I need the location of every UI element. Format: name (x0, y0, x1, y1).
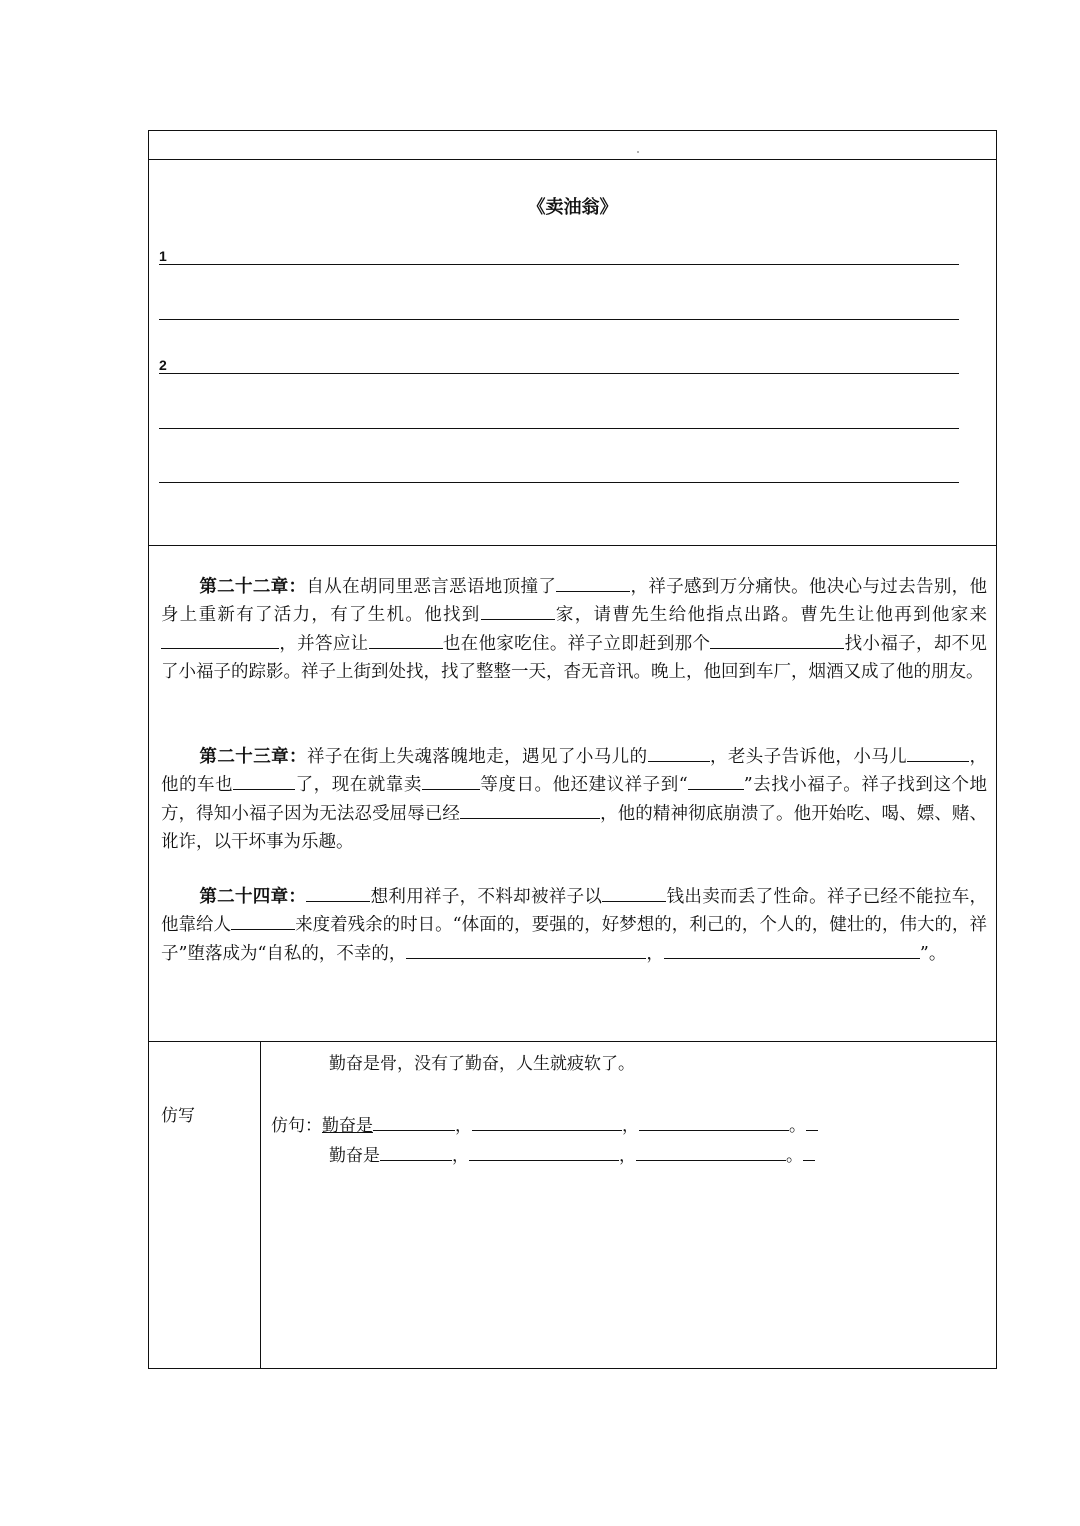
fill-blank[interactable] (460, 800, 600, 819)
fill-blank[interactable] (231, 911, 295, 930)
comma-underline (445, 1112, 455, 1131)
fill-blank[interactable] (161, 630, 279, 649)
fill-blank[interactable] (306, 883, 370, 902)
period-underline (806, 1112, 818, 1131)
fill-blank[interactable] (556, 573, 630, 592)
imitation-prompt: 仿句： (271, 1116, 322, 1136)
worksheet-table (148, 130, 997, 1369)
fill-blank[interactable] (710, 630, 844, 649)
imitation-row-1: 仿句：勤奋是 ， ， 。 (271, 1111, 818, 1136)
chapter-23-paragraph: 第二十三章：祥子在街上失魂落魄地走，遇见了小马儿的 ，老头子告诉他，小马儿 ，他的车也 了，现在就靠卖 等度日。他还建议祥子到“ ”去找小福子。祥子找到这个地方，得知小福子因为无法忍受屈辱已经 ，他的精神彻底崩溃了。他开始吃、喝、嫖、赌、讹诈，以干坏事为乐趣。 (161, 743, 987, 856)
fill-blank[interactable] (406, 940, 646, 959)
fill-blank[interactable] (469, 1142, 619, 1161)
fill-blank[interactable] (369, 630, 443, 649)
fill-blank[interactable] (639, 1112, 789, 1131)
fill-blank[interactable] (907, 743, 969, 762)
imitation-label: 仿写 (161, 1106, 195, 1126)
fill-blank[interactable] (602, 883, 666, 902)
imitation-row-2: 勤奋是 ， ， 。 (329, 1141, 815, 1166)
answer-line-1b[interactable] (159, 299, 959, 320)
row-divider-bottom (149, 1041, 996, 1042)
question-number-1: 1 (159, 248, 167, 264)
fill-blank[interactable] (481, 601, 555, 620)
answer-line-2c[interactable] (159, 462, 959, 483)
row-divider-top (149, 159, 996, 160)
imitation-stem-2: 勤奋是 (329, 1146, 380, 1166)
chapter-24-paragraph: 第二十四章： 想利用祥子，不料却被祥子以 钱出卖而丢了性命。祥子已经不能拉车，他靠给人 来度着残余的时日。“体面的，要强的，好梦想的，利己的，个人的，健壮的，伟大的，祥子”堕落成为“自私的，不幸的， ， ”。 (161, 883, 987, 968)
question-number-2: 2 (159, 357, 167, 373)
stray-dot (637, 151, 639, 153)
fill-blank[interactable] (664, 940, 920, 959)
fill-blank[interactable] (422, 771, 480, 790)
answer-line-1[interactable] (159, 244, 959, 265)
chapter-22-heading: 第二十二章： (199, 577, 307, 597)
column-divider (260, 1041, 261, 1368)
answer-line-2[interactable] (159, 353, 959, 374)
chapter-22-paragraph: 第二十二章：自从在胡同里恶言恶语地顶撞了 ，祥子感到万分痛快。他决心与过去告别，他身上重新有了活力，有了生机。他找到 家，请曹先生给他指点出路。曹先生让他再到他家来，并答应让 也在他家吃住。祥子立即赶到那个 找小福子，却不见了小福子的踪影。祥子上街到处找，找了整整一天，杳无音讯。晚上，他回到车厂，烟酒又成了他的朋友。 (161, 573, 987, 686)
fill-blank[interactable] (648, 743, 710, 762)
chapter-24-heading: 第二十四章： (199, 887, 307, 907)
fill-blank[interactable] (373, 1112, 445, 1131)
chapter-23-heading: 第二十三章： (199, 747, 307, 767)
fill-blank[interactable] (380, 1142, 452, 1161)
fill-blank[interactable] (636, 1142, 786, 1161)
fill-blank[interactable] (688, 771, 744, 790)
imitation-stem-1: 勤奋是 (322, 1116, 373, 1136)
answer-line-2b[interactable] (159, 408, 959, 429)
example-sentence: 勤奋是骨，没有了勤奋，人生就疲软了。 (329, 1054, 635, 1074)
period-underline (803, 1142, 815, 1161)
fill-blank[interactable] (233, 771, 295, 790)
fill-blank[interactable] (472, 1112, 622, 1131)
section-title: 《卖油翁》 (527, 197, 618, 218)
row-divider-middle (149, 545, 996, 546)
